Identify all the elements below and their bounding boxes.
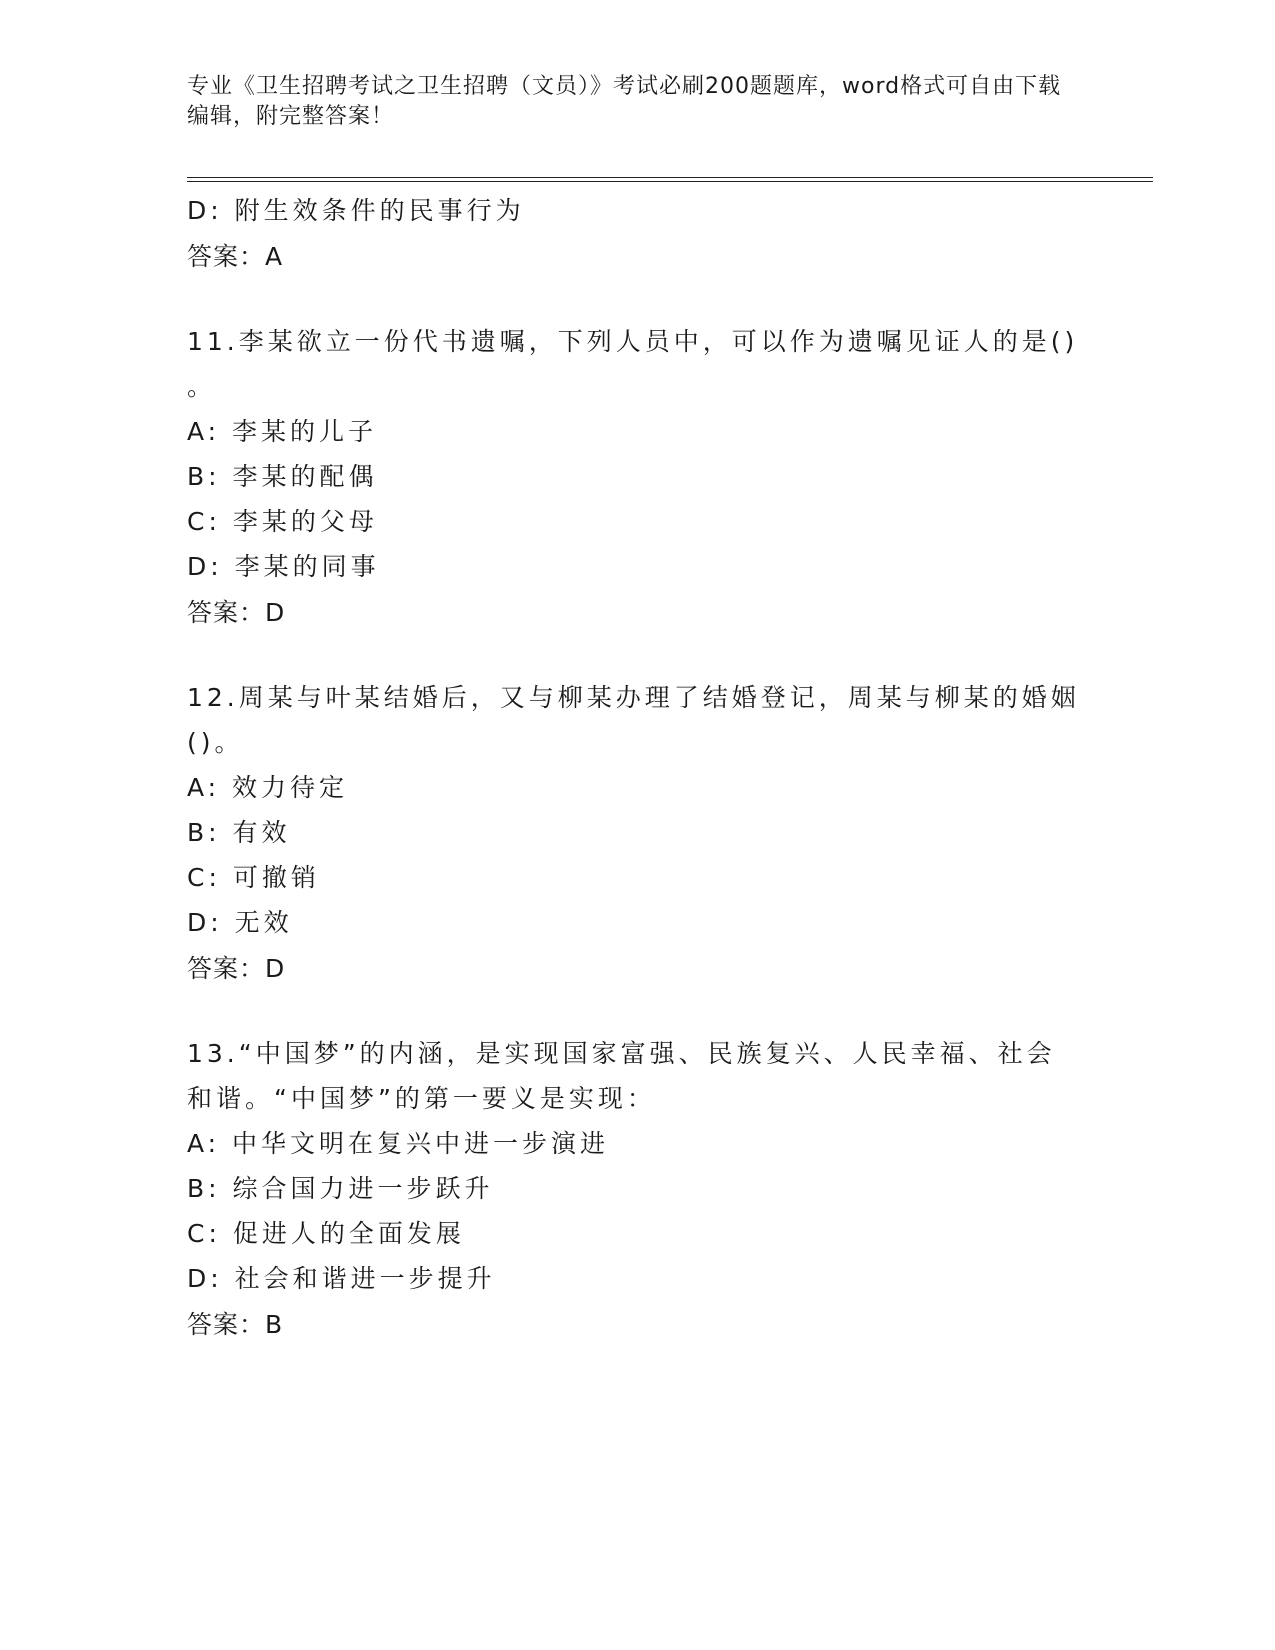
option-a: A: 李某的儿子	[187, 417, 378, 446]
answer-line: 答案：D	[187, 954, 286, 983]
option-a: A: 中华文明在复兴中进一步演进	[187, 1129, 610, 1158]
question-stem: 13.“中国梦”的内涵，是实现国家富强、民族复兴、人民幸福、社会	[187, 1039, 1056, 1068]
header-divider-bottom	[187, 181, 1153, 182]
option-b: B: 李某的配偶	[187, 462, 378, 491]
option-d: D: 附生效条件的民事行为	[187, 196, 525, 225]
question-stem-continued: 和谐。“中国梦”的第一要义是实现：	[187, 1084, 656, 1113]
spacer	[187, 993, 1087, 1031]
question-13	[187, 1031, 1087, 1349]
option-c: C: 可撤销	[187, 863, 320, 892]
header-divider-top	[187, 177, 1153, 178]
question-11	[187, 319, 1087, 637]
spacer	[187, 281, 1087, 319]
option-d: D: 李某的同事	[187, 552, 380, 581]
answer-line: 答案：D	[187, 598, 286, 627]
answer-line: 答案：A	[187, 242, 284, 271]
option-c: C: 李某的父母	[187, 507, 378, 536]
document-header: 专业《卫生招聘考试之卫生招聘（文员）》考试必刷200题题库，word格式可自由下载编辑，附完整答案！	[187, 74, 1062, 129]
spacer	[187, 637, 1087, 675]
question-12	[187, 675, 1087, 993]
option-d: D: 社会和谐进一步提升	[187, 1264, 496, 1293]
question-stem-continued: ()。	[187, 728, 244, 757]
option-b: B: 有效	[187, 818, 291, 847]
question-stem: 12.周某与叶某结婚后，又与柳某办理了结婚登记，周某与柳某的婚姻	[187, 683, 1080, 712]
question-list	[187, 188, 1087, 1349]
question-stem: 11.李某欲立一份代书遗嘱，下列人员中，可以作为遗嘱见证人的是()	[187, 327, 1079, 356]
option-d: D: 无效	[187, 908, 293, 937]
option-a: A: 效力待定	[187, 773, 349, 802]
answer-line: 答案：B	[187, 1310, 284, 1339]
option-c: C: 促进人的全面发展	[187, 1219, 465, 1248]
option-b: B: 综合国力进一步跃升	[187, 1174, 494, 1203]
question-stem-continued: 。	[187, 372, 217, 401]
